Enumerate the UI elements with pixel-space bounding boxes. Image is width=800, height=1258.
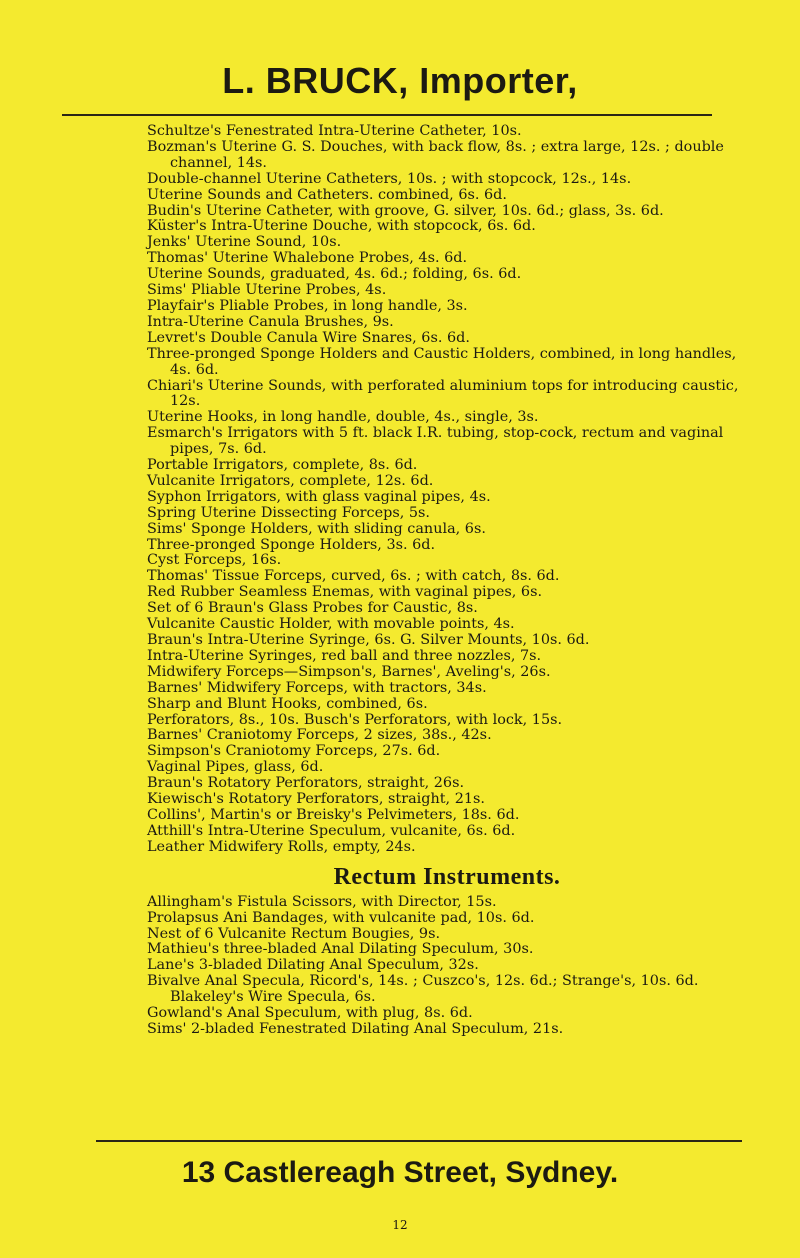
catalogue-entry: Braun's Intra-Uterine Syringe, 6s. G. Silver Mounts, 10s. 6d.	[147, 632, 590, 648]
footer-address: 13 Castlereagh Street, Sydney.	[181, 1156, 619, 1189]
rectum-instruments-list	[147, 895, 747, 1038]
catalogue-entry: Sims' Sponge Holders, with sliding canula, 6s.	[147, 520, 486, 537]
page-header-title: L. BRUCK, Importer,	[222, 60, 578, 101]
catalogue-entry: Thomas' Tissue Forceps, curved, 6s. ; with catch, 8s. 6d.	[147, 568, 560, 585]
catalogue-entry: Bivalve Anal Specula, Ricord's, 14s. ; Cuszco's, 12s. 6d.; Strange's, 10s. 6d. Blakeley's Wire Specula, 6s.	[147, 973, 699, 1006]
catalogue-entry: Bozman's Uterine G. S. Douches, with back flow, 8s. ; extra large, 12s. ; double channel, 14s.	[147, 138, 724, 171]
catalogue-entry: Intra-Uterine Syringes, red ball and three nozzles, 7s.	[147, 647, 542, 664]
catalogue-entry: Leather Midwifery Rolls, empty, 24s.	[147, 838, 416, 855]
catalogue-entry: Sims' Pliable Uterine Probes, 4s.	[147, 282, 387, 299]
catalogue-entry: Braun's Rotatory Perforators, straight, 26s.	[147, 775, 465, 792]
catalogue-entry: Jenks' Uterine Sound, 10s.	[147, 234, 342, 251]
catalogue-content	[147, 124, 747, 1038]
catalogue-entry: Atthill's Intra-Uterine Speculum, vulcanite, 6s. 6d.	[147, 822, 516, 839]
catalogue-entry: Portable Irrigators, complete, 8s. 6d.	[147, 457, 418, 474]
catalogue-entry: Gowland's Anal Speculum, with plug, 8s. 6d.	[147, 1005, 473, 1022]
catalogue-entry: Three-pronged Sponge Holders, 3s. 6d.	[147, 536, 436, 553]
catalogue-entry: Barnes' Midwifery Forceps, with tractors, 34s.	[147, 679, 487, 696]
catalogue-entry: Syphon Irrigators, with glass vaginal pipes, 4s.	[147, 488, 491, 505]
catalogue-entry: Esmarch's Irrigators with 5 ft. black I.R. tubing, stop-cock, rectum and vaginal pipes, 7s. 6d.	[147, 425, 724, 458]
catalogue-entry: Küster's Intra-Uterine Douche, with stopcock, 6s. 6d.	[147, 218, 536, 235]
catalogue-entry: Collins', Martin's or Breisky's Pelvimeters, 18s. 6d.	[147, 806, 520, 823]
uterine-instruments-list	[147, 124, 747, 856]
catalogue-entry: Chiari's Uterine Sounds, with perforated aluminium tops for introducing caustic, 12s.	[147, 377, 739, 410]
catalogue-entry: Thomas' Uterine Whalebone Probes, 4s. 6d.	[147, 250, 468, 267]
catalogue-entry: Set of 6 Braun's Glass Probes for Caustic, 8s.	[147, 600, 478, 617]
catalogue-entry: Simpson's Craniotomy Forceps, 27s. 6d.	[147, 743, 441, 760]
catalogue-entry: Vaginal Pipes, glass, 6d.	[147, 759, 324, 776]
catalogue-entry: Kiewisch's Rotatory Perforators, straight, 21s.	[147, 791, 485, 808]
catalogue-entry: Lane's 3-bladed Dilating Anal Speculum, 32s.	[147, 957, 479, 974]
catalogue-entry: Perforators, 8s., 10s. Busch's Perforators, with lock, 15s.	[147, 711, 563, 728]
catalogue-entry: Sharp and Blunt Hooks, combined, 6s.	[147, 695, 428, 712]
catalogue-entry: Allingham's Fistula Scissors, with Director, 15s.	[147, 893, 497, 910]
section-heading-rectum: Rectum Instruments.	[333, 863, 561, 890]
catalogue-entry: Prolapsus Ani Bandages, with vulcanite pad, 10s. 6d.	[147, 909, 535, 926]
catalogue-entry: Red Rubber Seamless Enemas, with vaginal pipes, 6s.	[147, 584, 543, 601]
catalogue-entry: Nest of 6 Vulcanite Rectum Bougies, 9s.	[147, 925, 441, 942]
catalogue-entry: Cyst Forceps, 16s.	[147, 552, 282, 569]
catalogue-entry: Uterine Sounds and Catheters. combined, 6s. 6d.	[147, 186, 507, 203]
catalogue-entry: Schultze's Fenestrated Intra-Uterine Catheter, 10s.	[147, 123, 522, 139]
page-number: 12	[392, 1218, 408, 1232]
catalogue-entry: Sims' 2-bladed Fenestrated Dilating Anal Speculum, 21s.	[147, 1020, 564, 1037]
catalogue-entry: Double-channel Uterine Catheters, 10s. ; with stopcock, 12s., 14s.	[147, 170, 632, 187]
catalogue-entry: Midwifery Forceps—Simpson's, Barnes', Aveling's, 26s.	[147, 663, 551, 680]
catalogue-entry: Uterine Hooks, in long handle, double, 4s., single, 3s.	[147, 409, 539, 426]
catalogue-entry: Barnes' Craniotomy Forceps, 2 sizes, 38s., 42s.	[147, 727, 492, 744]
catalogue-entry: Playfair's Pliable Probes, in long handle, 3s.	[147, 297, 468, 314]
catalogue-entry: Levret's Double Canula Wire Snares, 6s. 6d.	[147, 329, 470, 346]
catalogue-entry: Spring Uterine Dissecting Forceps, 5s.	[147, 504, 430, 521]
catalogue-entry: Vulcanite Caustic Holder, with movable points, 4s.	[147, 616, 515, 633]
catalogue-entry: Uterine Sounds, graduated, 4s. 6d.; folding, 6s. 6d.	[147, 266, 522, 283]
catalogue-entry: Three-pronged Sponge Holders and Caustic Holders, combined, in long handles, 4s. 6d.	[147, 345, 737, 378]
catalogue-entry: Vulcanite Irrigators, complete, 12s. 6d.	[147, 472, 434, 489]
header-rule	[62, 114, 712, 116]
catalogue-entry: Mathieu's three-bladed Anal Dilating Speculum, 30s.	[147, 941, 534, 958]
catalogue-entry: Budin's Uterine Catheter, with groove, G. silver, 10s. 6d.; glass, 3s. 6d.	[147, 202, 664, 219]
catalogue-entry: Intra-Uterine Canula Brushes, 9s.	[147, 313, 394, 330]
footer-rule	[96, 1140, 742, 1142]
